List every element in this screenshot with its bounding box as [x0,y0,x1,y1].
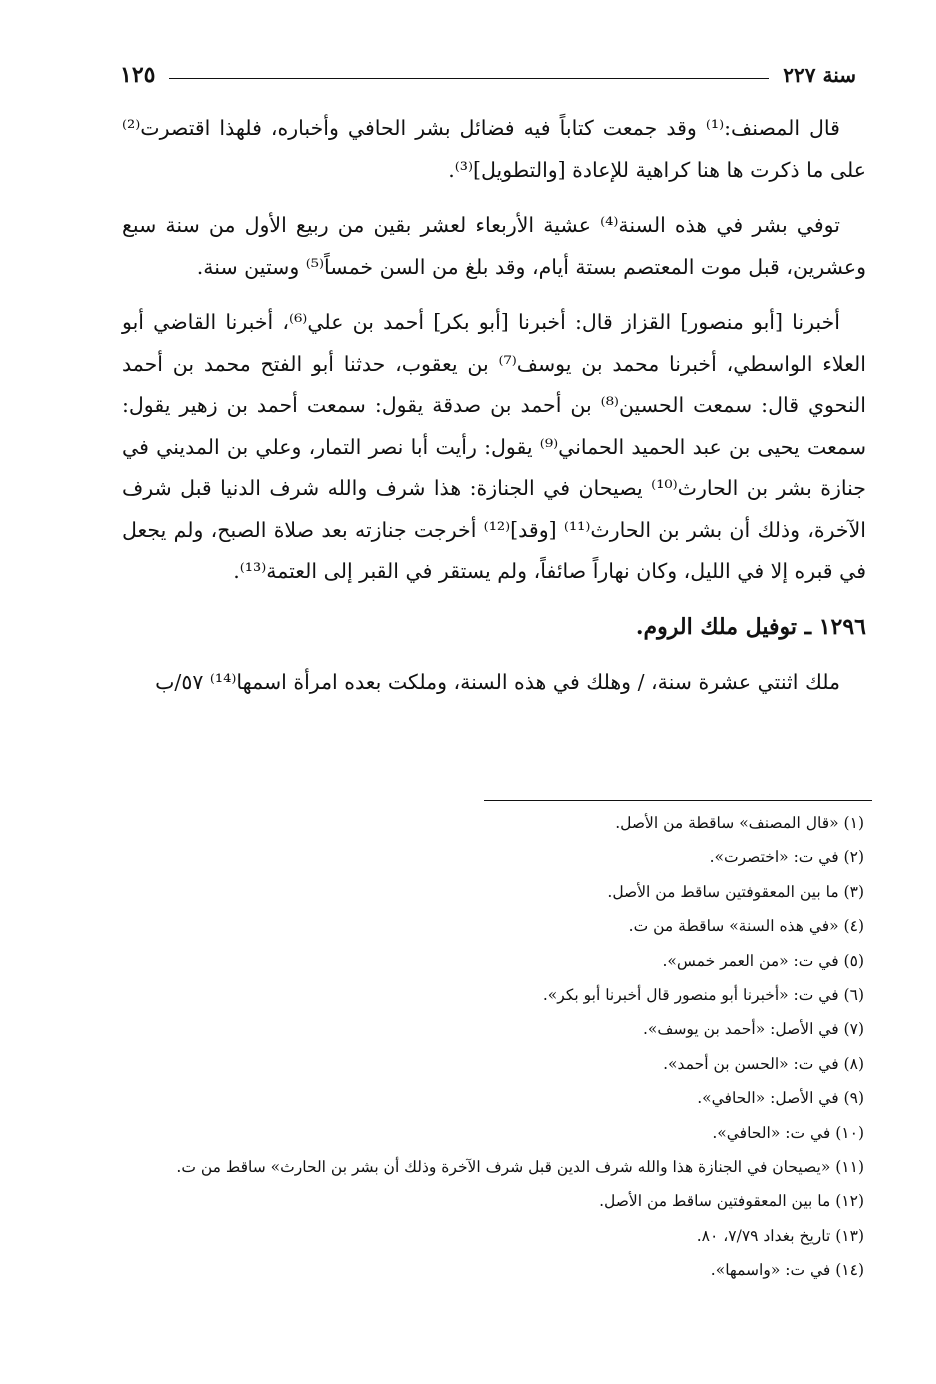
running-title: سنة ٢٢٧ [783,63,856,87]
footnote: (٨) في ت: «الحسن بن أحمد». [663,1054,864,1073]
footnote: (٧) في الأصل: «أحمد بن يوسف». [642,1020,864,1039]
paragraph: أخبرنا [أبو منصور] القزاز قال: أخبرنا [أبو بكر] أحمد بن علي⁽⁶⁾، أخبرنا القاضي أبو العلاء الواسطي، أخبرنا محمد بن يوسف⁽⁷⁾ بن يعقوب، حدثنا أبو الفتح محمد بن أحمد النحوي قال: سمعت الحسين⁽⁸⁾ بن أحمد بن صدقة يقول: سمعت أحمد بن زهير يقول: سمعت يحيى بن عبد الحميد الحماني⁽⁹⁾ يقول: رأيت أبا نصر التمار، وعلي بن المديني في جنازة بشر بن الحارث⁽¹⁰⁾ يصيحان في الجنازة: هذا شرف والله شرف الدنيا قبل شرف الآخرة، وذلك أن بشر بن الحارث⁽¹¹⁾ [وقد]⁽¹²⁾ أخرجت جنازته بعد صلاة الصبح، ولم يجعل في قبره إلا في الليل، وكان نهاراً صائفاً، ولم يستقر في القبر إلى العتمة⁽¹³⁾. [122,310,867,583]
footnote: (١٤) في ت: «واسمها». [710,1261,864,1280]
running-header [120,58,856,92]
footnote: (٦) في ت: «أخبرنا أبو منصور قال أخبرنا أبو بكر». [542,986,864,1005]
footnote: (٤) «في هذه السنة» ساقطة من ت. [628,917,864,936]
paragraph: توفي بشر في هذه السنة⁽⁴⁾ عشية الأربعاء لعشر بقين من ربيع الأول من سنة سبع وعشرين، قبل موت المعتصم بستة أيام، وقد بلغ من السن خمساً⁽⁵⁾ وستين سنة. [122,213,866,279]
footnote: (١٣) تاريخ بغداد ٧/٧٩، ٨٠. [696,1226,864,1245]
footnote: (٢) في ت: «اختصرت». [709,848,864,867]
footnote: (١٠) في ت: «الحافي». [712,1123,864,1142]
header-rule [169,78,769,79]
page-number: ١٢٥ [120,62,156,88]
footnote-rule [484,800,872,801]
footnote: (٣) ما بين المعقوفتين ساقط من الأصل. [607,882,864,901]
footnote: (٥) في ت: «من العمر خمس». [662,951,864,970]
paragraph: قال المصنف:⁽¹⁾ وقد جمعت كتاباً فيه فضائل بشر الحافي وأخباره، فلهذا اقتصرت⁽²⁾ على ما ذكرت ها هنا كراهية للإعادة [والتطويل]⁽³⁾. [122,116,866,182]
section-heading: ١٢٩٦ ـ توفيل ملك الروم. [635,613,866,640]
footnote: (١٢) ما بين المعقوفتين ساقط من الأصل. [599,1192,864,1211]
footnote: (١١) «يصيحان في الجنازة هذا والله شرف الدين قبل شرف الآخرة وذلك أن بشر بن الحارث» ساقط من ت. [176,1158,864,1177]
footnote: (٩) في الأصل: «الحافي». [697,1089,864,1108]
body-text [122,108,866,718]
footnotes [122,806,864,1288]
footnote: (١) «قال المصنف» ساقطة من الأصل. [615,814,864,832]
section-paragraph: ملك اثنتي عشرة سنة، / وهلك في هذه السنة، وملكت بعده امرأة اسمها⁽¹⁴⁾ ٥٧/ب [155,670,840,694]
